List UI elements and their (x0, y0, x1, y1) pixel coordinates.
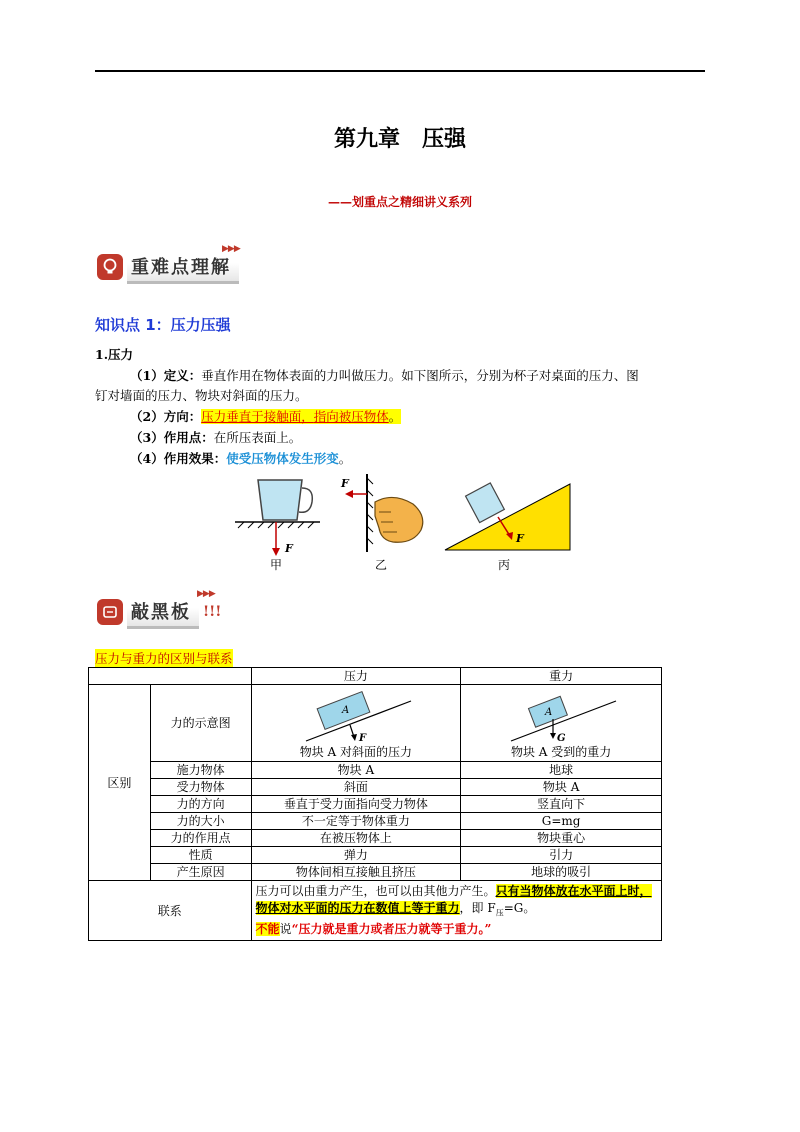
cell-pressure: 不一定等于物体重力 (251, 813, 461, 830)
cell-gravity: 物块 A (461, 779, 662, 796)
relation-t3-sub: 压 (495, 908, 504, 918)
cell-gravity: G=mg (461, 813, 662, 830)
diagram-gravity-caption: 物块 A 受到的重力 (510, 745, 612, 759)
row-label: 受力物体 (150, 779, 251, 796)
figure-yi-force-label: F (341, 477, 349, 490)
effect-line (130, 449, 351, 469)
cell-gravity: 引力 (461, 847, 662, 864)
figure-yi-label: 乙 (375, 558, 388, 572)
cell-gravity: 地球的吸引 (461, 864, 662, 881)
effect-key: 作用效果： (163, 451, 227, 466)
table-row (89, 864, 662, 881)
comparison-table (88, 667, 662, 941)
banner-label: 敲黑板 (127, 596, 199, 629)
diagram-pressure (296, 689, 416, 745)
section-heading: 1.压力 (95, 347, 134, 362)
diagram-gravity-force-label: G (557, 733, 566, 744)
arrows-icon: ▶▶▶ (197, 589, 215, 599)
row-label: 产生原因 (150, 864, 251, 881)
table-row (89, 796, 662, 813)
cell-pressure: 垂直于受力面指向受力物体 (251, 796, 461, 813)
table-row-relation (89, 881, 662, 941)
cell-pressure: 在被压物体上 (251, 830, 461, 847)
relation-t5: 不能 (255, 922, 280, 937)
cell-gravity: 竖直向下 (461, 796, 662, 813)
header-empty-cell (89, 668, 252, 685)
figure-bing-force-label: F (516, 532, 524, 545)
relation-t2: 只有当物体放在水平面上时，物体对水平面的压力在数值上等于重力 (255, 884, 652, 915)
effect-text: 使受压物体发生形变 (226, 451, 339, 466)
relation-label: 联系 (89, 881, 252, 941)
relation-t4: =G。 (503, 901, 536, 915)
cell-pressure: 物块 A (251, 762, 461, 779)
relation-t6: 说 (279, 922, 292, 937)
effect-tail: 。 (338, 451, 352, 466)
diagram-gravity-block-label: A (545, 707, 553, 718)
table-header-row (89, 668, 662, 685)
header-pressure: 压力 (251, 668, 461, 685)
row-label: 力的方向 (150, 796, 251, 813)
relation-t7: “压力就是重力或者压力就等于重力。” (291, 922, 492, 937)
figure-jia-label: 甲 (270, 558, 283, 572)
relation-text (251, 881, 661, 941)
def-num: （1） (130, 368, 164, 383)
cell-pressure: 弹力 (251, 847, 461, 864)
row-label: 施力物体 (150, 762, 251, 779)
def-key: 定义： (163, 368, 202, 383)
point-text: 在所压表面上。 (213, 430, 302, 445)
banner-key-reminder (97, 589, 222, 629)
row-label: 性质 (150, 847, 251, 864)
row-label: 力的大小 (150, 813, 251, 830)
cell-gravity: 物块重心 (461, 830, 662, 847)
definition-line-1 (130, 366, 639, 386)
direction-line (130, 407, 401, 427)
figure-bing-label: 丙 (498, 558, 511, 572)
point-num: （3） (130, 430, 164, 445)
dir-text-a: 压力垂直于接触面， (201, 409, 314, 424)
knowledge-point-title: 知识点 1：压力压强 (95, 316, 231, 334)
figure-cup-on-table (230, 472, 330, 572)
arrows-icon: ▶▶▶ (222, 244, 240, 254)
diagram-pressure-block-label: A (341, 705, 350, 716)
table-caption: 压力与重力的区别与联系 (95, 651, 233, 666)
diagram-pressure-caption: 物块 A 对斜面的压力 (299, 745, 413, 759)
cell-gravity: 地球 (461, 762, 662, 779)
table-row-diagram (89, 685, 662, 762)
relation-t1: 压力可以由重力产生，也可以由其他力产生。 (255, 884, 496, 898)
top-rule (95, 70, 705, 72)
relation-t3: ，即 F (459, 901, 496, 915)
cell-diagram-pressure (251, 685, 461, 762)
table-row (89, 779, 662, 796)
exclamation-marks: !!! (203, 604, 222, 620)
diagram-pressure-force-label: F (358, 733, 366, 744)
point-key: 作用点： (163, 430, 214, 445)
cell-pressure: 物体间相互接触且挤压 (251, 864, 461, 881)
dir-text-b: 指向被压物体 (313, 409, 389, 424)
series-subtitle: ——划重点之精细讲义系列 (327, 195, 472, 209)
table-row (89, 830, 662, 847)
board-icon (97, 599, 123, 625)
cell-pressure: 斜面 (251, 779, 461, 796)
figure-jia-force-label: F (285, 542, 293, 555)
row-label: 力的作用点 (150, 830, 251, 847)
dir-key: 方向： (163, 409, 202, 424)
banner-key-points (97, 244, 240, 284)
def-text-1: 垂直作用在物体表面的力叫做压力。如下图所示，分别为杯子对桌面的压力、图 (201, 368, 639, 383)
figure-block-on-incline (440, 472, 580, 572)
banner-label: 重难点理解 (127, 251, 239, 284)
figure-thumbtack-on-wall (335, 472, 435, 572)
chapter-title: 第九章 压强 (333, 127, 466, 152)
table-row (89, 762, 662, 779)
row-label-diagram: 力的示意图 (150, 685, 251, 762)
lightbulb-icon (97, 254, 123, 280)
table-row (89, 813, 662, 830)
definition-line-2: 钉对墙面的压力、物块对斜面的压力。 (95, 388, 308, 403)
diagram-gravity (501, 689, 621, 745)
effect-num: （4） (130, 451, 164, 466)
cell-diagram-gravity (461, 685, 662, 762)
header-gravity: 重力 (461, 668, 662, 685)
table-row (89, 847, 662, 864)
point-line (130, 428, 301, 448)
dir-num: （2） (130, 409, 164, 424)
group-label-distinction: 区别 (89, 685, 151, 881)
dir-tail: 。 (388, 409, 402, 424)
